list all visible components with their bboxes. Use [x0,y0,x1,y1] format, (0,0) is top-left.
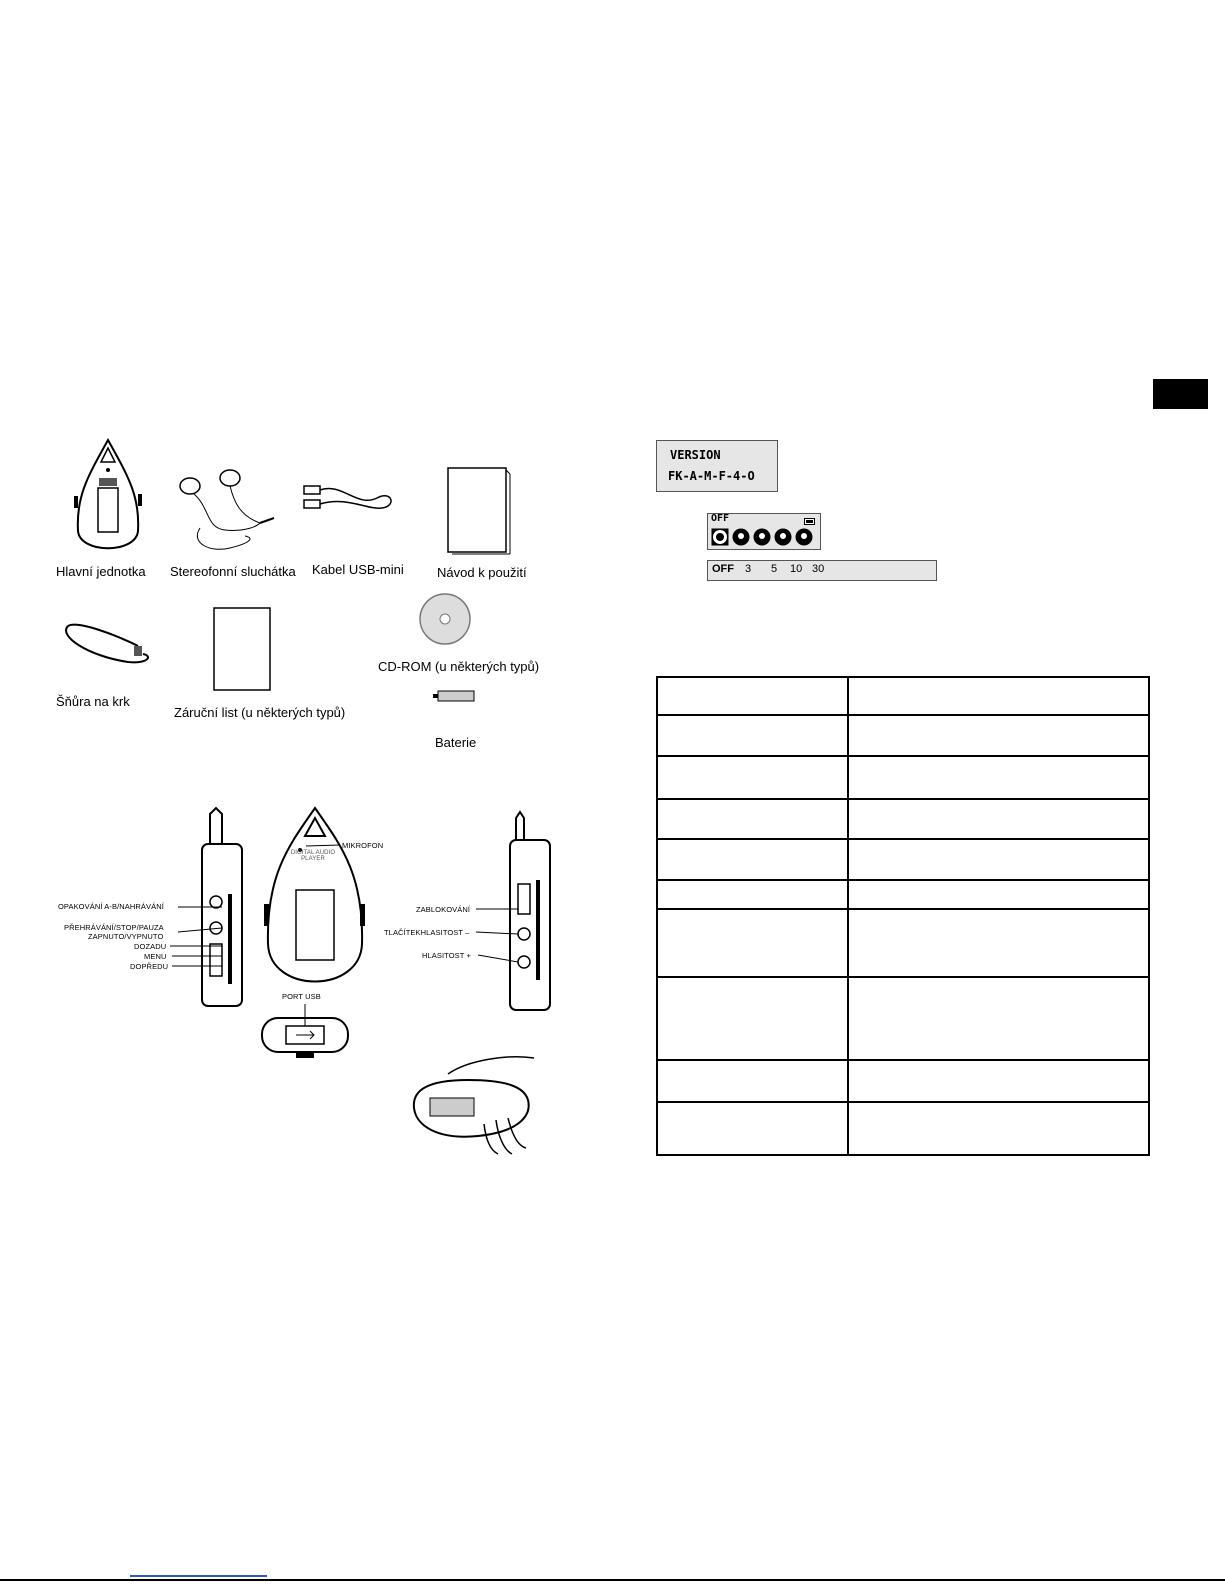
lcd-version-line2: FK-A-M-F-4-O [668,469,755,483]
lcd-timer-label: OFF [711,513,730,524]
table-row [657,977,1149,1060]
label-power: ZAPNUTO/VYPNUTO [88,932,164,941]
table-cell [657,839,848,880]
timer-bar-3: 3 [745,563,752,575]
manual-illustration [444,466,516,556]
battery-caption: Baterie [435,735,477,750]
table-row [657,756,1149,799]
cdrom-illustration [418,592,472,646]
section-tab-marker [1153,379,1208,409]
label-back: DOZADU [134,942,167,951]
usb-cable-caption: Kabel USB-mini [312,562,404,577]
label-volume-up: HLASITOST + [422,951,471,960]
label-repeat-record: OPAKOVÁNÍ A-B/NAHRÁVÁNÍ [58,902,164,911]
hand-holding-player-illustration [408,1050,538,1158]
device-front-text: DIGITAL AUDIO PLAYER [290,850,336,862]
volume-lock-diagram [380,810,570,1020]
page-bottom-rule [0,1579,1225,1581]
neck-strap-illustration [58,616,158,672]
table-cell [657,909,848,977]
table-cell [848,756,1149,799]
table-cell [657,1102,848,1155]
table-cell [848,715,1149,756]
timer-bar-5: 5 [771,563,778,575]
table-cell [657,977,848,1060]
earphones-illustration [170,468,280,558]
table-cell [848,909,1149,977]
usb-cable-illustration [302,478,402,518]
label-forward: DOPŘEDU [130,962,169,971]
cdrom-caption: CD-ROM (u některých typů) [378,659,540,674]
main-unit-caption: Hlavní jednotka [56,564,146,579]
table-row [657,799,1149,839]
table-cell [848,977,1149,1060]
main-unit-illustration [68,436,148,566]
lcd-timer-screen [707,513,821,550]
battery-icon [804,518,816,525]
table-row [657,909,1149,977]
timer-bar-off: OFF [712,563,734,575]
label-microphone: MIKROFON [342,841,384,850]
table-cell [657,799,848,839]
warranty-caption: Záruční list (u některých typů) [174,705,346,720]
label-menu: MENU [144,952,167,961]
timer-icon-row [711,528,813,546]
table-row [657,715,1149,756]
player-controls-diagram [50,800,390,1070]
timer-10min-icon [774,528,792,546]
lcd-timer-bar [707,560,937,581]
table-cell [848,1060,1149,1102]
table-row [657,1102,1149,1155]
table-row [657,1060,1149,1102]
label-lock: ZABLOKOVÁNÍ [416,905,471,914]
label-volume-down: TLAČÍTEKHLASITOST – [384,928,470,937]
accessories-section [40,430,600,770]
table-row [657,839,1149,880]
table-cell [657,880,848,909]
footer-link-underline[interactable] [130,1575,267,1577]
table-cell [657,1060,848,1102]
battery-illustration [432,688,478,704]
timer-bar-10: 10 [790,563,803,575]
table-cell [848,677,1149,715]
table-cell [848,799,1149,839]
table-row [657,677,1149,715]
label-play-stop: PŘEHRÁVÁNÍ/STOP/PAUZA [64,923,164,932]
table-cell [657,756,848,799]
lcd-version-line1: VERSION [670,448,721,462]
timer-off-icon [711,528,729,546]
table-row [657,880,1149,909]
timer-bar-30: 30 [812,563,825,575]
manual-caption: Návod k použití [437,565,527,580]
table-cell [657,677,848,715]
neck-strap-caption: Šňůra na krk [56,694,130,709]
table-cell [657,715,848,756]
table-cell [848,880,1149,909]
timer-5min-icon [753,528,771,546]
label-usb-port: PORT USB [282,992,321,1001]
earphones-caption: Stereofonní sluchátka [170,564,296,579]
lcd-version-screen [656,440,778,492]
timer-3min-icon [732,528,750,546]
leader-lines [50,800,390,1070]
warranty-card-illustration [212,606,274,694]
table-cell [848,1102,1149,1155]
timer-30min-icon [795,528,813,546]
specification-table [656,676,1150,1156]
table-cell [848,839,1149,880]
right-leader-lines [380,810,570,1020]
